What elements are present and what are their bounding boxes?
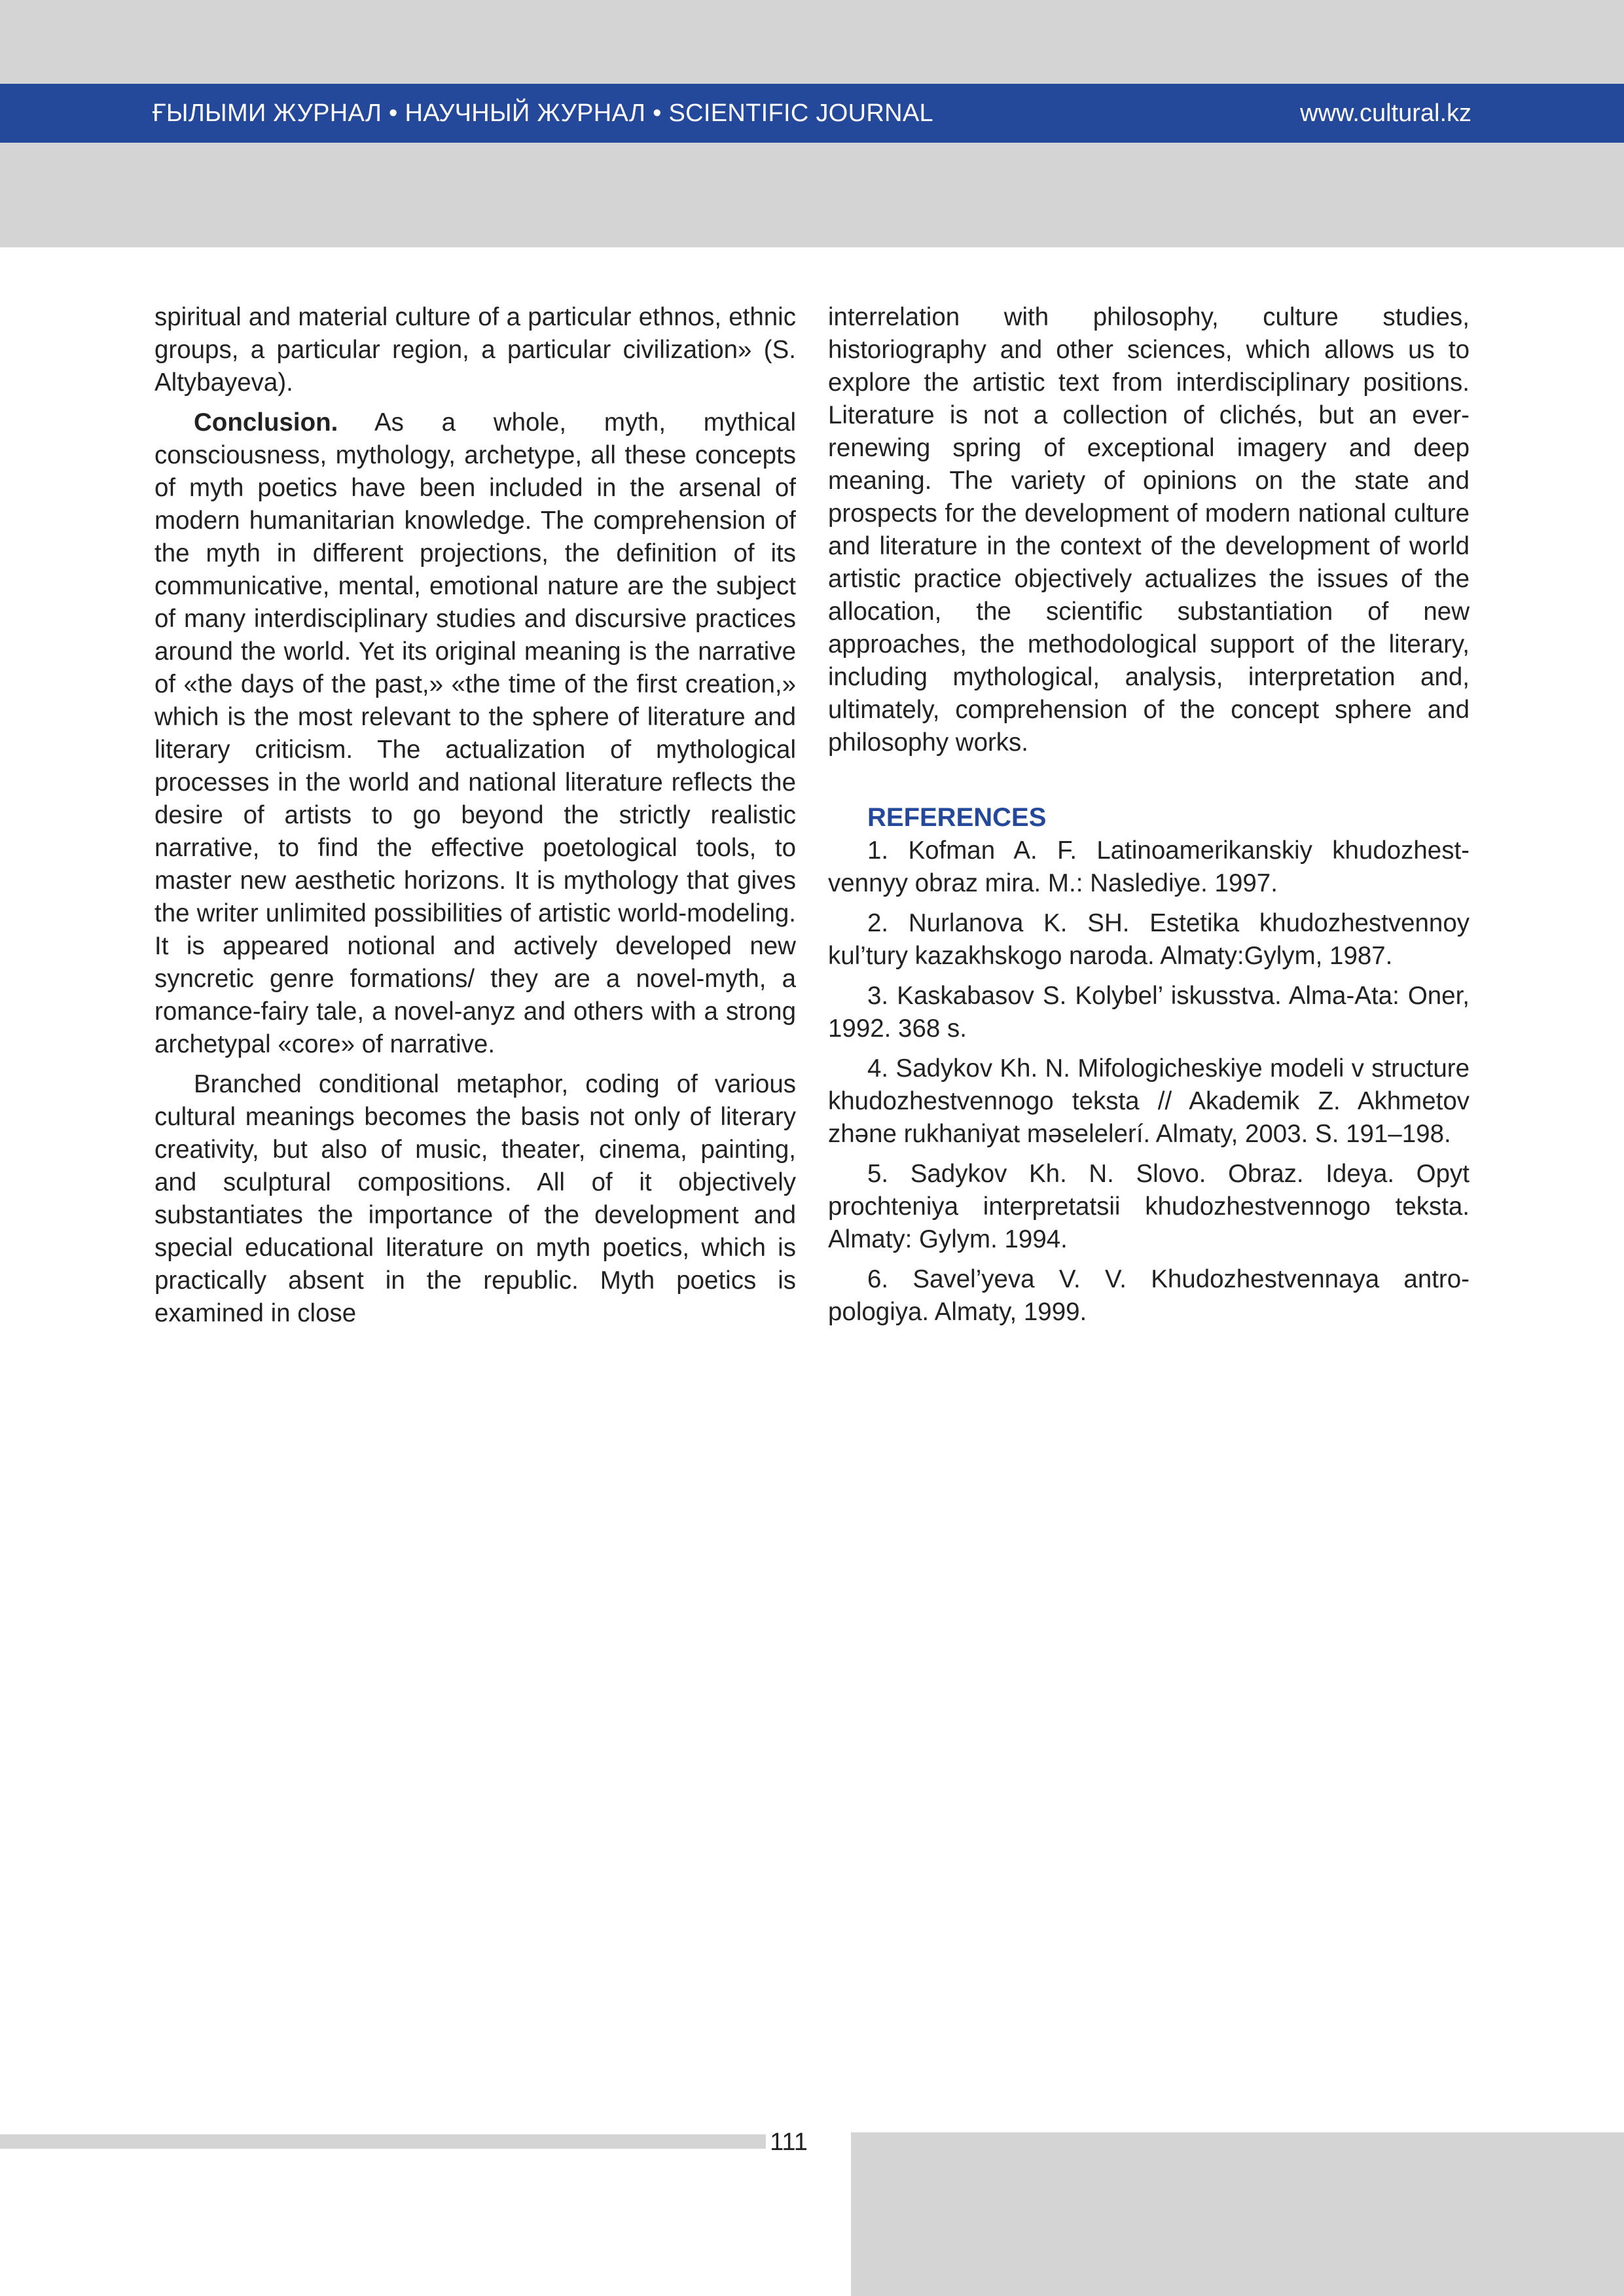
reference-item: 4. Sadykov Kh. N. Mifologicheskiye modeli v structure khudozhestvennogo teksta // Akademik Z. Akhmetov zhәne rukhaniyat mәselelerí. Almaty, 2003. S. 191–198.: [828, 1054, 1470, 1148]
conclusion-text: As a whole, myth, mythical consciousness, mythology, archetype, all these concepts of myth poetics have been included in the arsenal of modern humanitarian knowledge. The comprehension of the myth in different projections, the definition of its communicative, mental, emotional nature are the subject of many interdisciplinary studies and discursive practices around the world. Yet its original meaning is the narrative of «the days of the past,» «the time of the first creation,» which is the most relevant to the sphere of literature and literary criticism. The actualization of mythological processes in the world and national literature reflects the desire of artists to go beyond the strictly realistic narrative, to find the effective poetological tools, to master new aesthetic horizons. It is mythology that gives the writer unlimited possibilities of artistic world-modeling. It is appeared notional and actively developed new syncretic genre formations/ they are a novel-myth, a romance-fairy tale, a novel-anyz and others with a strong archetypal «core» of narrative.: [154, 408, 796, 1058]
journal-header-band: [0, 84, 1624, 143]
reference-item: 1. Kofman A. F. Latinoamerikanskiy khudozhest-vennyy obraz mira. M.: Naslediye. 1997.: [828, 836, 1470, 897]
page-number: 111: [770, 2128, 808, 2156]
reference-item: 3. Kaskabasov S. Kolybel’ iskusstva. Alma-Ata: Oner, 1992. 368 s.: [828, 982, 1470, 1043]
paragraph-interrelation: interrelation with philosophy, culture studies, historiography and other sciences, which allows us to explore the artistic text from interdisciplinary positions. Literature is not a collection of clichés, but an ever-renewing spring of exceptional imagery and deep meaning. The variety of opinions on the state and prospects for the development of modern national culture and literature in the context of the development of world artistic practice objectively actualizes the issues of the allocation, the scientific substantiation of new approaches, the methodological support of the literary, including mythological, analysis, interpretation and, ultimately, comprehension of the concept sphere and philosophy works.: [828, 303, 1470, 757]
paragraph-metaphor: Branched conditional metaphor, coding of various cultural meanings becomes the basis not only of literary creativity, but also of music, theater, cinema, painting, and sculptural compositions. All of it objectively substantiates the importance of the development and special educational literature on myth poetics, which is practically absent in the republic. Myth poetics is examined in close: [154, 1070, 796, 1327]
references-list: [828, 834, 1470, 1329]
right-column: [828, 301, 1470, 1336]
reference-item: 6. Savel’yeva V. V. Khudozhestvennaya antro-pologiya. Almaty, 1999.: [828, 1265, 1470, 1326]
left-column: [154, 301, 796, 1337]
footer-block: [851, 2132, 1624, 2296]
journal-names: ҒЫЛЫМИ ЖУРНАЛ • НАУЧНЫЙ ЖУРНАЛ • SCIENTIFIC JOURNAL: [153, 99, 933, 127]
reference-item: 5. Sadykov Kh. N. Slovo. Obraz. Ideya. Opyt prochteniya interpretatsii khudozhestvennogo teksta. Almaty: Gylym. 1994.: [828, 1160, 1470, 1253]
journal-website: www.cultural.kz: [1300, 99, 1471, 127]
footer-bar: [0, 2134, 766, 2149]
references-heading: REFERENCES: [867, 803, 1047, 832]
reference-item: 2. Nurlanova K. SH. Estetika khudozhestvennoy kul’tury kazakhskogo naroda. Almaty:Gylym, 1987.: [828, 909, 1470, 970]
paragraph-continuation: spiritual and material culture of a particular ethnos, ethnic groups, a particular region, a particular civilization» (S. Altybayeva).: [154, 303, 796, 397]
conclusion-label: Conclusion.: [194, 408, 338, 437]
paragraph-conclusion: [154, 406, 796, 1061]
